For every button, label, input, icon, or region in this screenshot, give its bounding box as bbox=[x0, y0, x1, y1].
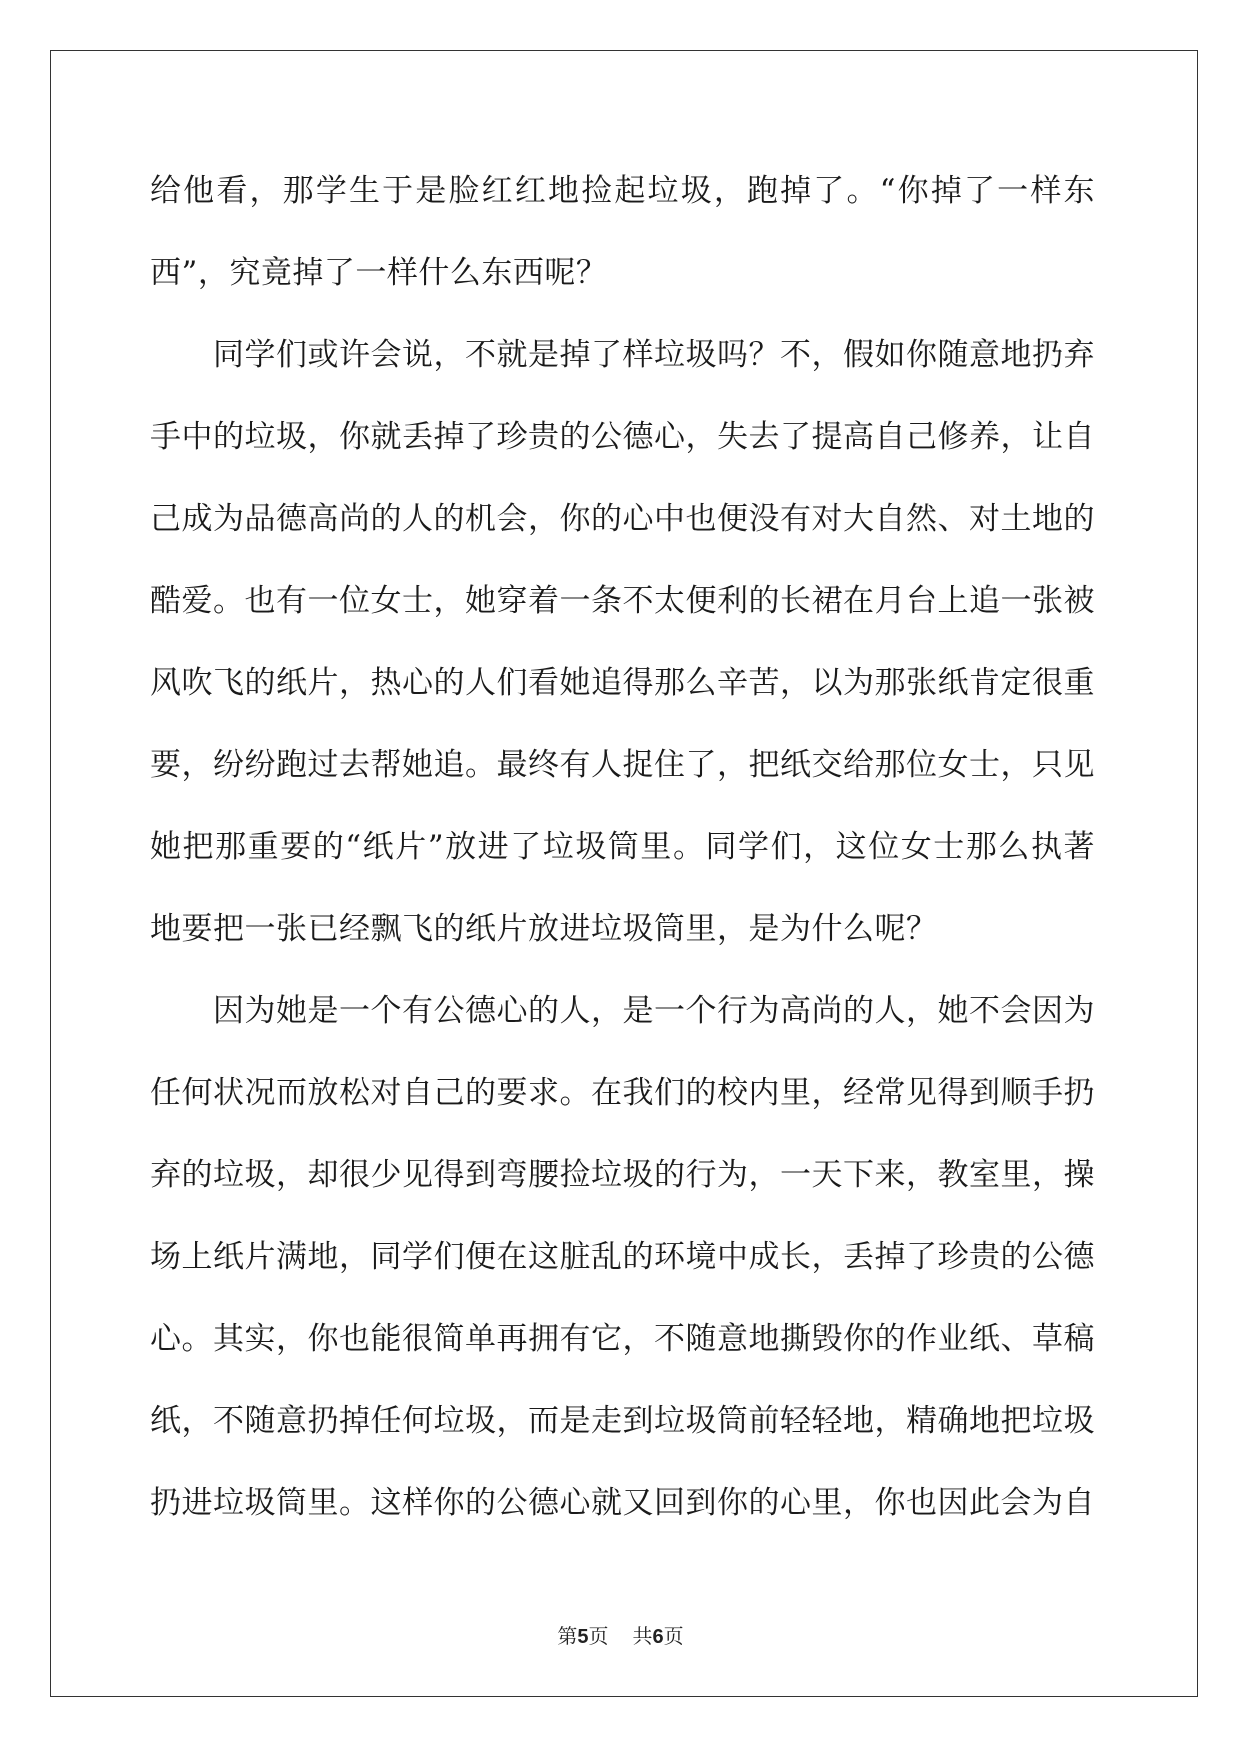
page-footer bbox=[0, 1620, 1241, 1649]
total-prefix: 共 bbox=[632, 1624, 653, 1648]
text-line: 场上纸片满地，同学们便在这脏乱的环境中成长，丢掉了珍贵的公德 bbox=[150, 1239, 1095, 1275]
document-body bbox=[150, 150, 1095, 1544]
text-line: 因为她是一个有公德心的人，是一个行为高尚的人，她不会因为 bbox=[150, 993, 1095, 1029]
text-line: 西”，究竟掉了一样什么东西呢？ bbox=[150, 255, 608, 291]
page-prefix: 第 bbox=[557, 1624, 578, 1648]
text-line: 酷爱。也有一位女士，她穿着一条不太便利的长裙在月台上追一张被 bbox=[150, 583, 1095, 619]
text-line: 己成为品德高尚的人的机会，你的心中也便没有对大自然、对土地的 bbox=[150, 501, 1095, 537]
text-line: 给他看，那学生于是脸红红地捡起垃圾，跑掉了。“你掉了一样东 bbox=[150, 173, 1095, 209]
total-number: 6 bbox=[652, 1626, 664, 1648]
text-line: 要，纷纷跑过去帮她追。最终有人捉住了，把纸交给那位女士，只见 bbox=[150, 747, 1095, 783]
total-suffix: 页 bbox=[663, 1624, 684, 1648]
total-indicator bbox=[633, 1624, 684, 1648]
text-line: 手中的垃圾，你就丢掉了珍贵的公德心，失去了提高自己修养，让自 bbox=[150, 419, 1095, 455]
text-line: 她把那重要的“纸片”放进了垃圾筒里。同学们，这位女士那么执著 bbox=[150, 829, 1095, 865]
text-line: 任何状况而放松对自己的要求。在我们的校内里，经常见得到顺手扔 bbox=[150, 1075, 1095, 1111]
text-line: 地要把一张已经飘飞的纸片放进垃圾筒里，是为什么呢？ bbox=[150, 911, 938, 947]
text-line: 心。其实，你也能很简单再拥有它，不随意地撕毁你的作业纸、草稿 bbox=[150, 1321, 1095, 1357]
text-line: 纸，不随意扔掉任何垃圾，而是走到垃圾筒前轻轻地，精确地把垃圾 bbox=[150, 1403, 1095, 1439]
text-line: 弃的垃圾，却很少见得到弯腰捡垃圾的行为，一天下来，教室里，操 bbox=[150, 1157, 1095, 1193]
text-line: 风吹飞的纸片，热心的人们看她追得那么辛苦，以为那张纸肯定很重 bbox=[150, 665, 1095, 701]
page-indicator bbox=[557, 1624, 608, 1648]
text-line: 同学们或许会说，不就是掉了样垃圾吗？不，假如你随意地扔弃 bbox=[150, 337, 1095, 373]
text-line: 扔进垃圾筒里。这样你的公德心就又回到你的心里，你也因此会为自 bbox=[150, 1485, 1095, 1521]
page-number: 5 bbox=[577, 1626, 589, 1648]
page-suffix: 页 bbox=[588, 1624, 609, 1648]
